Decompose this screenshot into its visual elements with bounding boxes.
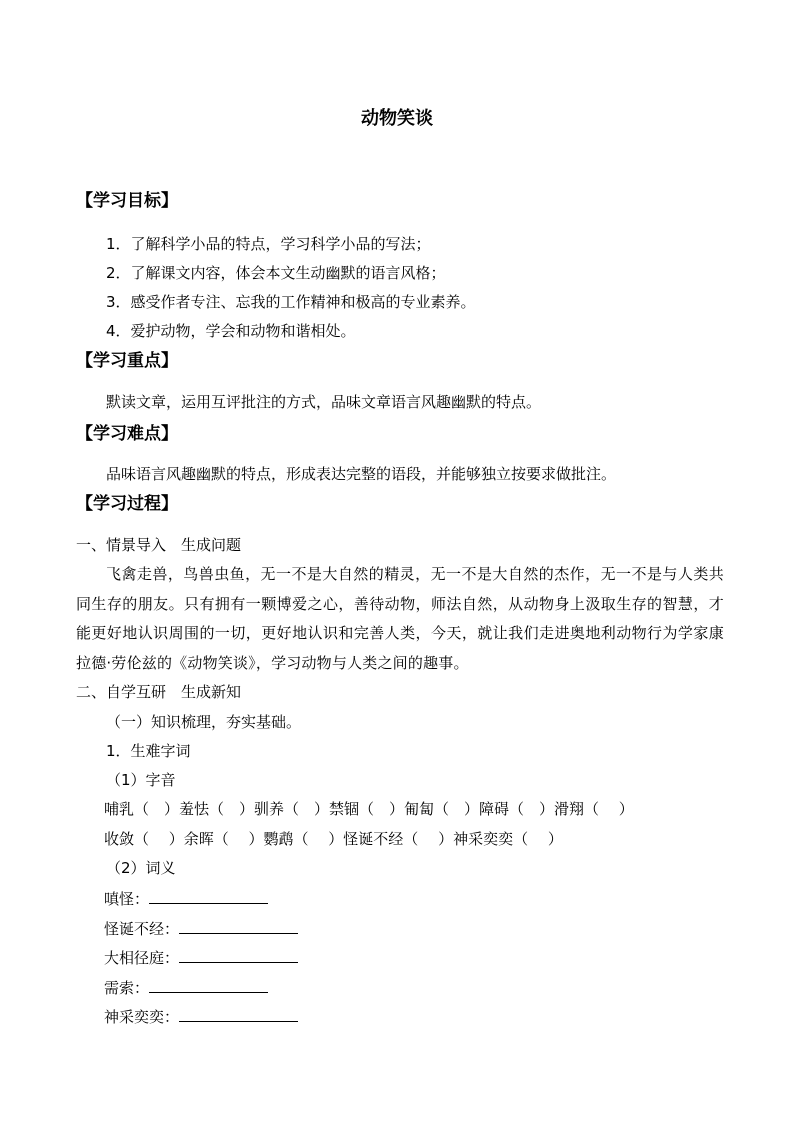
meaning-term: 神采奕奕： (104, 1008, 180, 1026)
meaning-item (104, 946, 298, 968)
key-points-text: 默读文章，运用互评批注的方式，品味文章语言风趣幽默的特点。 (106, 393, 542, 411)
process-heading: 【学习过程】 (76, 494, 178, 514)
answer-blank[interactable] (149, 887, 268, 904)
meaning-label: （2）词义 (106, 859, 176, 877)
meaning-item (104, 976, 268, 998)
meaning-term: 大相径庭： (104, 949, 180, 967)
pronunciation-label: （1）字音 (106, 771, 176, 789)
answer-blank[interactable] (179, 917, 298, 934)
objective-item: 2．了解课文内容，体会本文生动幽默的语言风格； (106, 264, 446, 282)
objective-item: 4．爱护动物，学会和动物和谐相处。 (106, 322, 356, 340)
page-title: 动物笑谈 (361, 108, 433, 129)
meaning-term: 怪诞不经： (104, 920, 180, 938)
section1-title: 一、情景导入 生成问题 (76, 536, 242, 554)
meaning-item (104, 1005, 298, 1027)
meaning-term: 嗔怪： (104, 890, 150, 908)
pronunciation-row-2: 收敛（ ）余晖（ ）鹦鹉（ ）怪诞不经（ ）神采奕奕（ ） (104, 830, 563, 848)
objective-item: 3．感受作者专注、忘我的工作精神和极高的专业素养。 (106, 293, 476, 311)
difficulties-heading: 【学习难点】 (76, 424, 178, 444)
subsection-1-title: （一）知识梳理，夯实基础。 (106, 713, 302, 731)
objectives-heading: 【学习目标】 (76, 191, 178, 211)
answer-blank[interactable] (179, 946, 298, 963)
objective-item: 1．了解科学小品的特点，学习科学小品的写法； (106, 235, 431, 253)
meaning-item (104, 917, 298, 939)
meaning-term: 需索： (104, 979, 150, 997)
pronunciation-row-1: 哺乳（ ）羞怯（ ）驯养（ ）禁锢（ ）匍匐（ ）障碍（ ）滑翔（ ） (104, 800, 634, 818)
item1-title: 1．生难字词 (106, 742, 191, 760)
section2-title: 二、自学互研 生成新知 (76, 683, 242, 701)
section1-paragraph: 飞禽走兽，鸟兽虫鱼，无一不是大自然的精灵，无一不是大自然的杰作，无一不是与人类共同生存的朋友。只有拥有一颗博爱之心，善待动物，师法自然，从动物身上汲取生存的智慧，才能更好地认识周围的一切，更好地认识和完善人类，今天，就让我们走进奥地利动物行为学家康拉德·劳伦兹的《动物笑谈》，学习动物与人类之间的趣事。 (76, 565, 724, 672)
answer-blank[interactable] (149, 976, 268, 993)
meaning-item (104, 887, 268, 909)
key-points-heading: 【学习重点】 (76, 351, 178, 371)
difficulties-text: 品味语言风趣幽默的特点，形成表达完整的语段，并能够独立按要求做批注。 (106, 465, 617, 483)
answer-blank[interactable] (179, 1005, 298, 1022)
